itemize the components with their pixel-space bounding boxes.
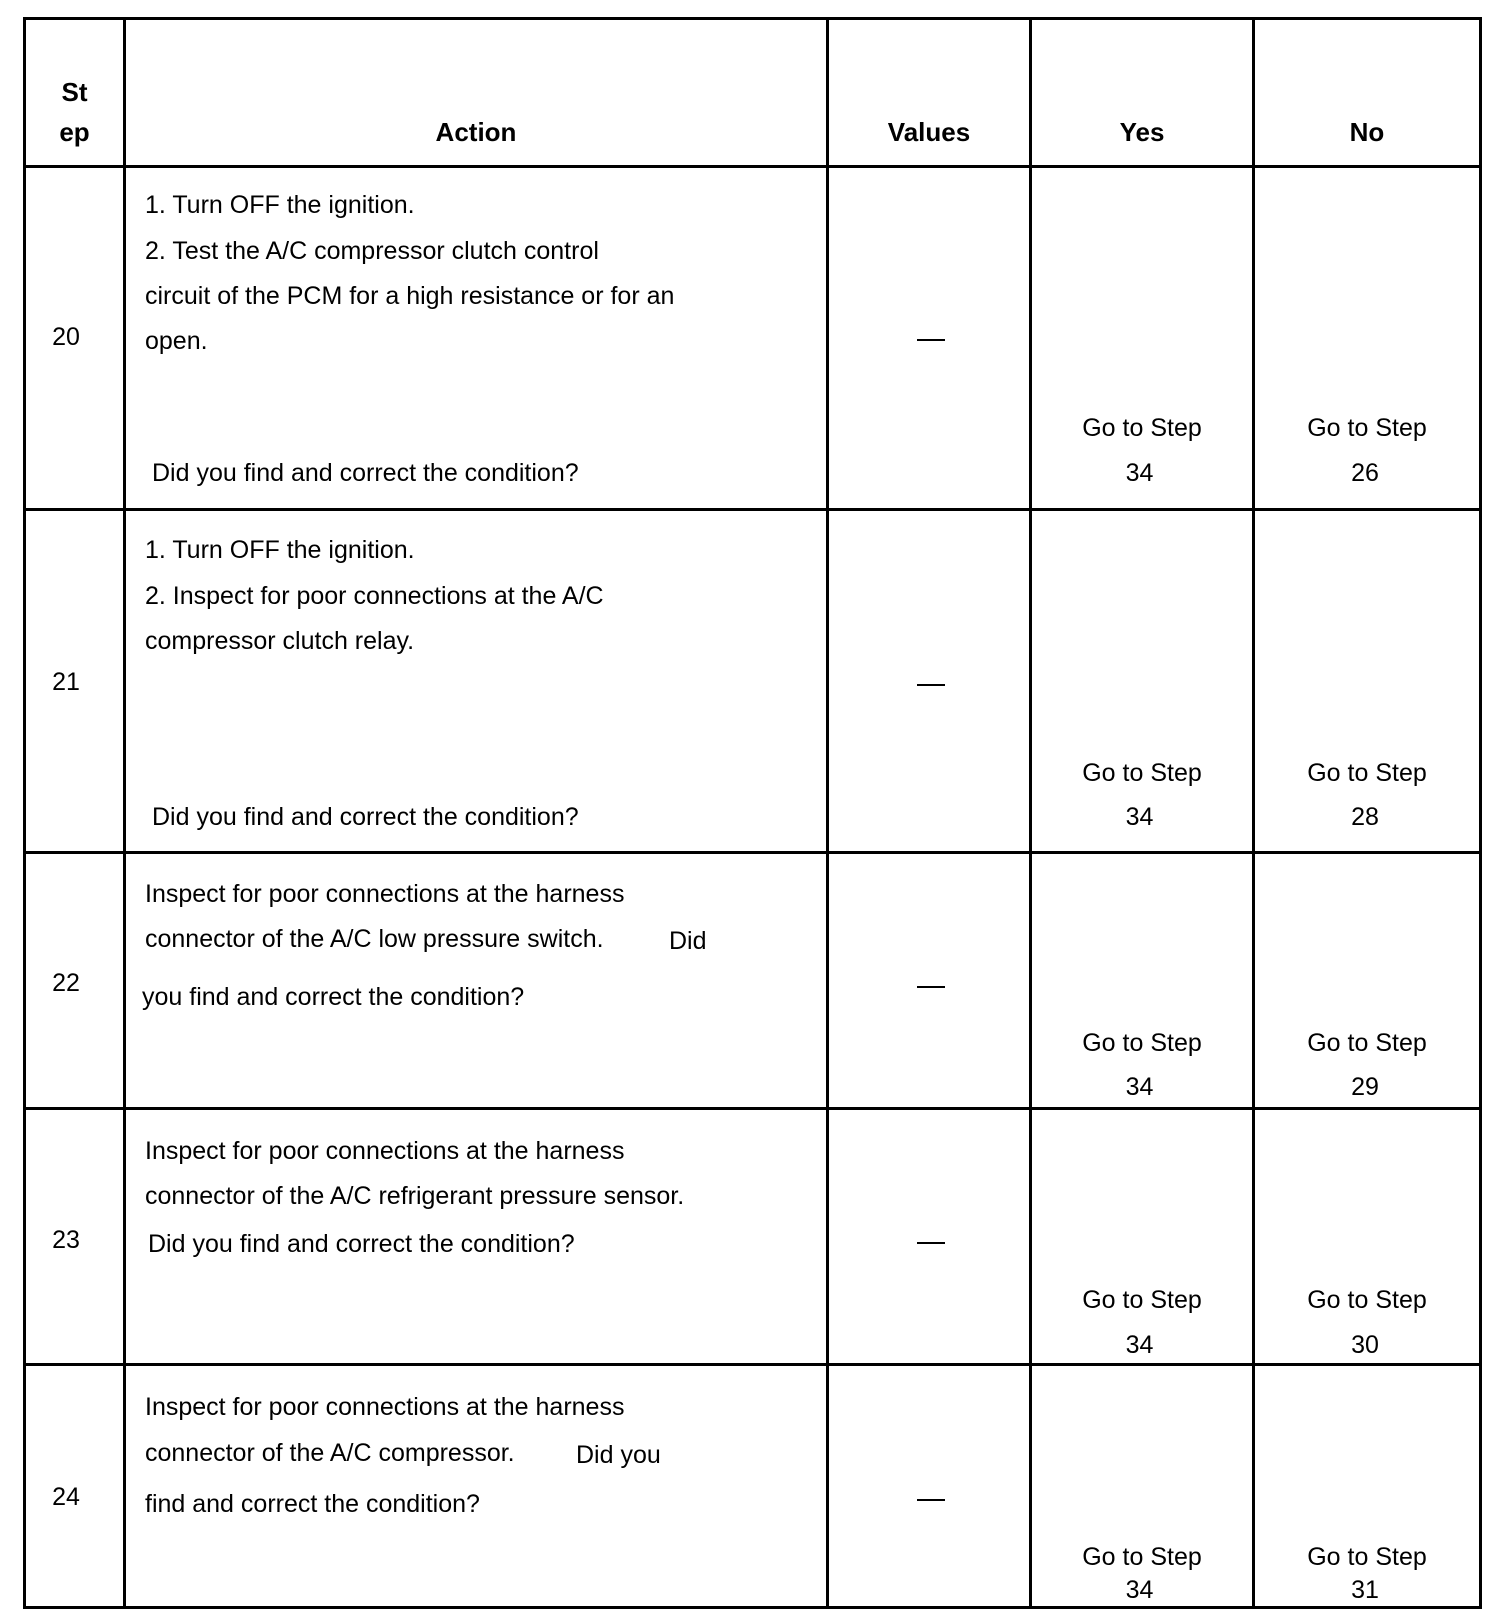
yes-step: 34 [1125, 803, 1154, 831]
action-line: 1. Turn OFF the ignition. [145, 191, 415, 219]
action-line: connector of the A/C compressor. [145, 1439, 515, 1467]
value-dash [917, 339, 945, 341]
action-line: Inspect for poor connections at the harness [145, 1393, 625, 1421]
yes-label: Go to Step [1082, 1543, 1202, 1571]
step-number: 23 [52, 1226, 80, 1254]
header-no: No [1349, 117, 1385, 147]
action-line: Inspect for poor connections at the harness [145, 880, 625, 908]
header-step-line1: St [61, 77, 88, 107]
yes-label: Go to Step [1082, 414, 1202, 442]
value-dash [917, 1242, 945, 1244]
action-line: Inspect for poor connections at the harness [145, 1137, 625, 1165]
action-question: Did you find and correct the condition? [152, 803, 579, 831]
no-label: Go to Step [1307, 414, 1427, 442]
action-question: Did you find and correct the condition? [152, 459, 579, 487]
action-line: find and correct the condition? [145, 1490, 480, 1518]
yes-label: Go to Step [1082, 1029, 1202, 1057]
action-line: Did [669, 927, 707, 955]
action-line: 2. Test the A/C compressor clutch control [145, 237, 599, 265]
action-line: connector of the A/C low pressure switch. [145, 925, 604, 953]
no-label: Go to Step [1307, 1543, 1427, 1571]
no-label: Go to Step [1307, 1029, 1427, 1057]
column-divider [826, 17, 829, 1609]
value-dash [917, 1499, 945, 1501]
action-line: Did you [576, 1441, 661, 1469]
no-label: Go to Step [1307, 759, 1427, 787]
row-divider [23, 165, 1482, 168]
no-step: 31 [1351, 1576, 1379, 1604]
action-line: you find and correct the condition? [142, 983, 525, 1011]
header-step-line2: ep [59, 117, 90, 147]
action-line: Did you find and correct the condition? [148, 1230, 575, 1258]
yes-step: 34 [1125, 1576, 1154, 1604]
action-line: open. [145, 327, 208, 355]
value-dash [917, 986, 945, 988]
no-step: 26 [1351, 459, 1379, 487]
yes-label: Go to Step [1082, 759, 1202, 787]
row-divider [23, 1107, 1482, 1110]
yes-label: Go to Step [1082, 1286, 1202, 1314]
header-yes: Yes [1119, 117, 1165, 147]
yes-step: 34 [1125, 1331, 1154, 1359]
row-divider [23, 851, 1482, 854]
action-line: compressor clutch relay. [145, 627, 415, 655]
yes-step: 34 [1125, 1073, 1154, 1101]
no-step: 28 [1351, 803, 1379, 831]
no-label: Go to Step [1307, 1286, 1427, 1314]
table-border [23, 17, 26, 1609]
table-border [23, 1606, 1482, 1609]
step-number: 20 [52, 323, 80, 351]
action-line: connector of the A/C refrigerant pressure sensor. [145, 1182, 685, 1210]
table-border [1479, 17, 1482, 1609]
action-line: circuit of the PCM for a high resistance or for an [145, 282, 675, 310]
row-divider [23, 508, 1482, 511]
row-divider [23, 1363, 1482, 1366]
table-border [23, 17, 1482, 20]
value-dash [917, 684, 945, 686]
no-step: 29 [1351, 1073, 1379, 1101]
yes-step: 34 [1125, 459, 1154, 487]
no-step: 30 [1351, 1331, 1379, 1359]
header-action: Action [435, 117, 517, 147]
step-number: 22 [52, 969, 80, 997]
action-line: 1. Turn OFF the ignition. [145, 536, 415, 564]
step-number: 21 [52, 668, 80, 696]
action-line: 2. Inspect for poor connections at the A/C [145, 582, 604, 610]
step-number: 24 [52, 1483, 80, 1511]
column-divider [123, 17, 126, 1609]
diagnostic-table [23, 17, 1482, 1609]
header-values: Values [887, 117, 971, 147]
